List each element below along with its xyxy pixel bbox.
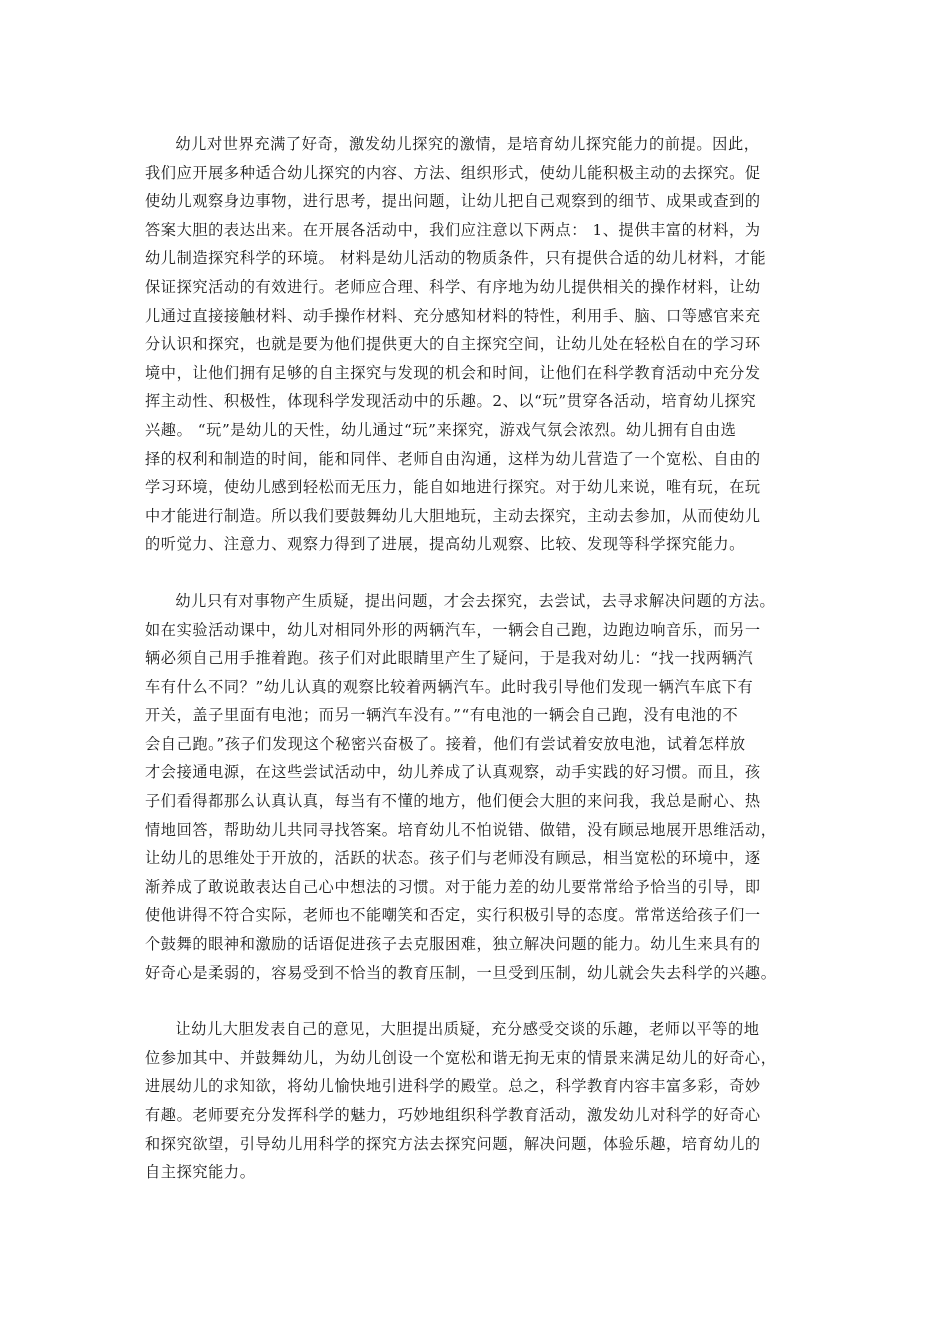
paragraph-2: 幼儿只有对事物产生质疑，提出问题，才会去探究，去尝试，去寻求解决问题的方法。 如在实验活动课中，幼儿对相同外形的两辆汽车，一辆会自己跑，边跑边响音乐，而另一 辆必须自己用手推着跑。孩子们对此眼睛里产生了疑问，于是我对幼儿：“找一找两辆汽 车有什么不同？”幼儿认真的观察比较着两辆汽车。此时我引导他们发现一辆汽车底下有 开关，盖子里面有电池；而另一辆汽车没有。”“有电池的一辆会自己跑，没有电池的不 会自己跑。”孩子们发现这个秘密兴奋极了。接着，他们有尝试着安放电池，试着怎样放 才会接通电源，在这些尝试活动中，幼儿养成了认真观察，动手实践的好习惯。而且，孩 子们看得都那么认真认真，每当有不懂的地方，他们便会大胆的来问我，我总是耐心、热 情地回答，帮助幼儿共同寻找答案。培育幼儿不怕说错、做错，没有顾忌地展开思维活动， 让幼儿的思维处于开放的，活跃的状态。孩子们与老师没有顾忌，相当宽松的环境中，逐 渐养成了敢说敢表达自己心中想法的习惯。对于能力差的幼儿要常常给予恰当的引导，即 使他讲得不符合实际，老师也不能嘲笑和否定，实行积极引导的态度。常常送给孩子们一 个鼓舞的眼神和激励的话语促进孩子去克服困难，独立解决问题的能力。幼儿生来具有的 好奇心是柔弱的，容易受到不恰当的教育压制，一旦受到压制，幼儿就会失去科学的兴趣。: [145, 591, 777, 982]
document-page: [145, 130, 807, 1187]
paragraph-3: 让幼儿大胆发表自己的意见，大胆提出质疑，充分感受交谈的乐趣，老师以平等的地 位参加其中、并鼓舞幼儿，为幼儿创设一个宽松和谐无拘无束的情景来满足幼儿的好奇心， 进展幼儿的求知欲，将幼儿愉快地引进科学的殿堂。总之，科学教育内容丰富多彩，奇妙 有趣。老师要充分发挥科学的魅力，巧妙地组织科学教育活动，激发幼儿对科学的好奇心 和探究欲望，引导幼儿用科学的探究方法去探究问题，解决问题，体验乐趣，培育幼儿的 自主探究能力。: [145, 1020, 777, 1182]
paragraph-1: 幼儿对世界充满了好奇，激发幼儿探究的激情，是培育幼儿探究能力的前提。因此， 我们应开展多种适合幼儿探究的内容、方法、组织形式，使幼儿能积极主动的去探究。促 使幼儿观察身边事物，进行思考，提出问题，让幼儿把自己观察到的细节、成果或查到的 答案大胆的表达出来。在开展各活动中，我们应注意以下两点： 1、提供丰富的材料，为 幼儿制造探究科学的环境。 材料是幼儿活动的物质条件，只有提供合适的幼儿材料，才能 保证探究活动的有效进行。老师应合理、科学、有序地为幼儿提供相关的操作材料，让幼 儿通过直接接触材料、动手操作材料、充分感知材料的特性，利用手、脑、口等感官来充 分认识和探究，也就是要为他们提供更大的自主探究空间，让幼儿处在轻松自在的学习环 境中，让他们拥有足够的自主探究与发现的机会和时间，让他们在科学教育活动中充分发 挥主动性、积极性，体现科学发现活动中的乐趣。2、以“玩”贯穿各活动，培育幼儿探究 兴趣。 “玩”是幼儿的天性，幼儿通过“玩”来探究，游戏气氛会浓烈。幼儿拥有自由选 择的权利和制造的时间，能和同伴、老师自由沟通，这样为幼儿营造了一个宽松、自由的 学习环境，使幼儿感到轻松而无压力，能自如地进行探究。对于幼儿来说，唯有玩，在玩 中才能进行制造。所以我们要鼓舞幼儿大胆地玩，主动去探究，主动去参加，从而使幼儿 的听觉力、注意力、观察力得到了进展，提高幼儿观察、比较、发现等科学探究能力。: [145, 135, 767, 554]
